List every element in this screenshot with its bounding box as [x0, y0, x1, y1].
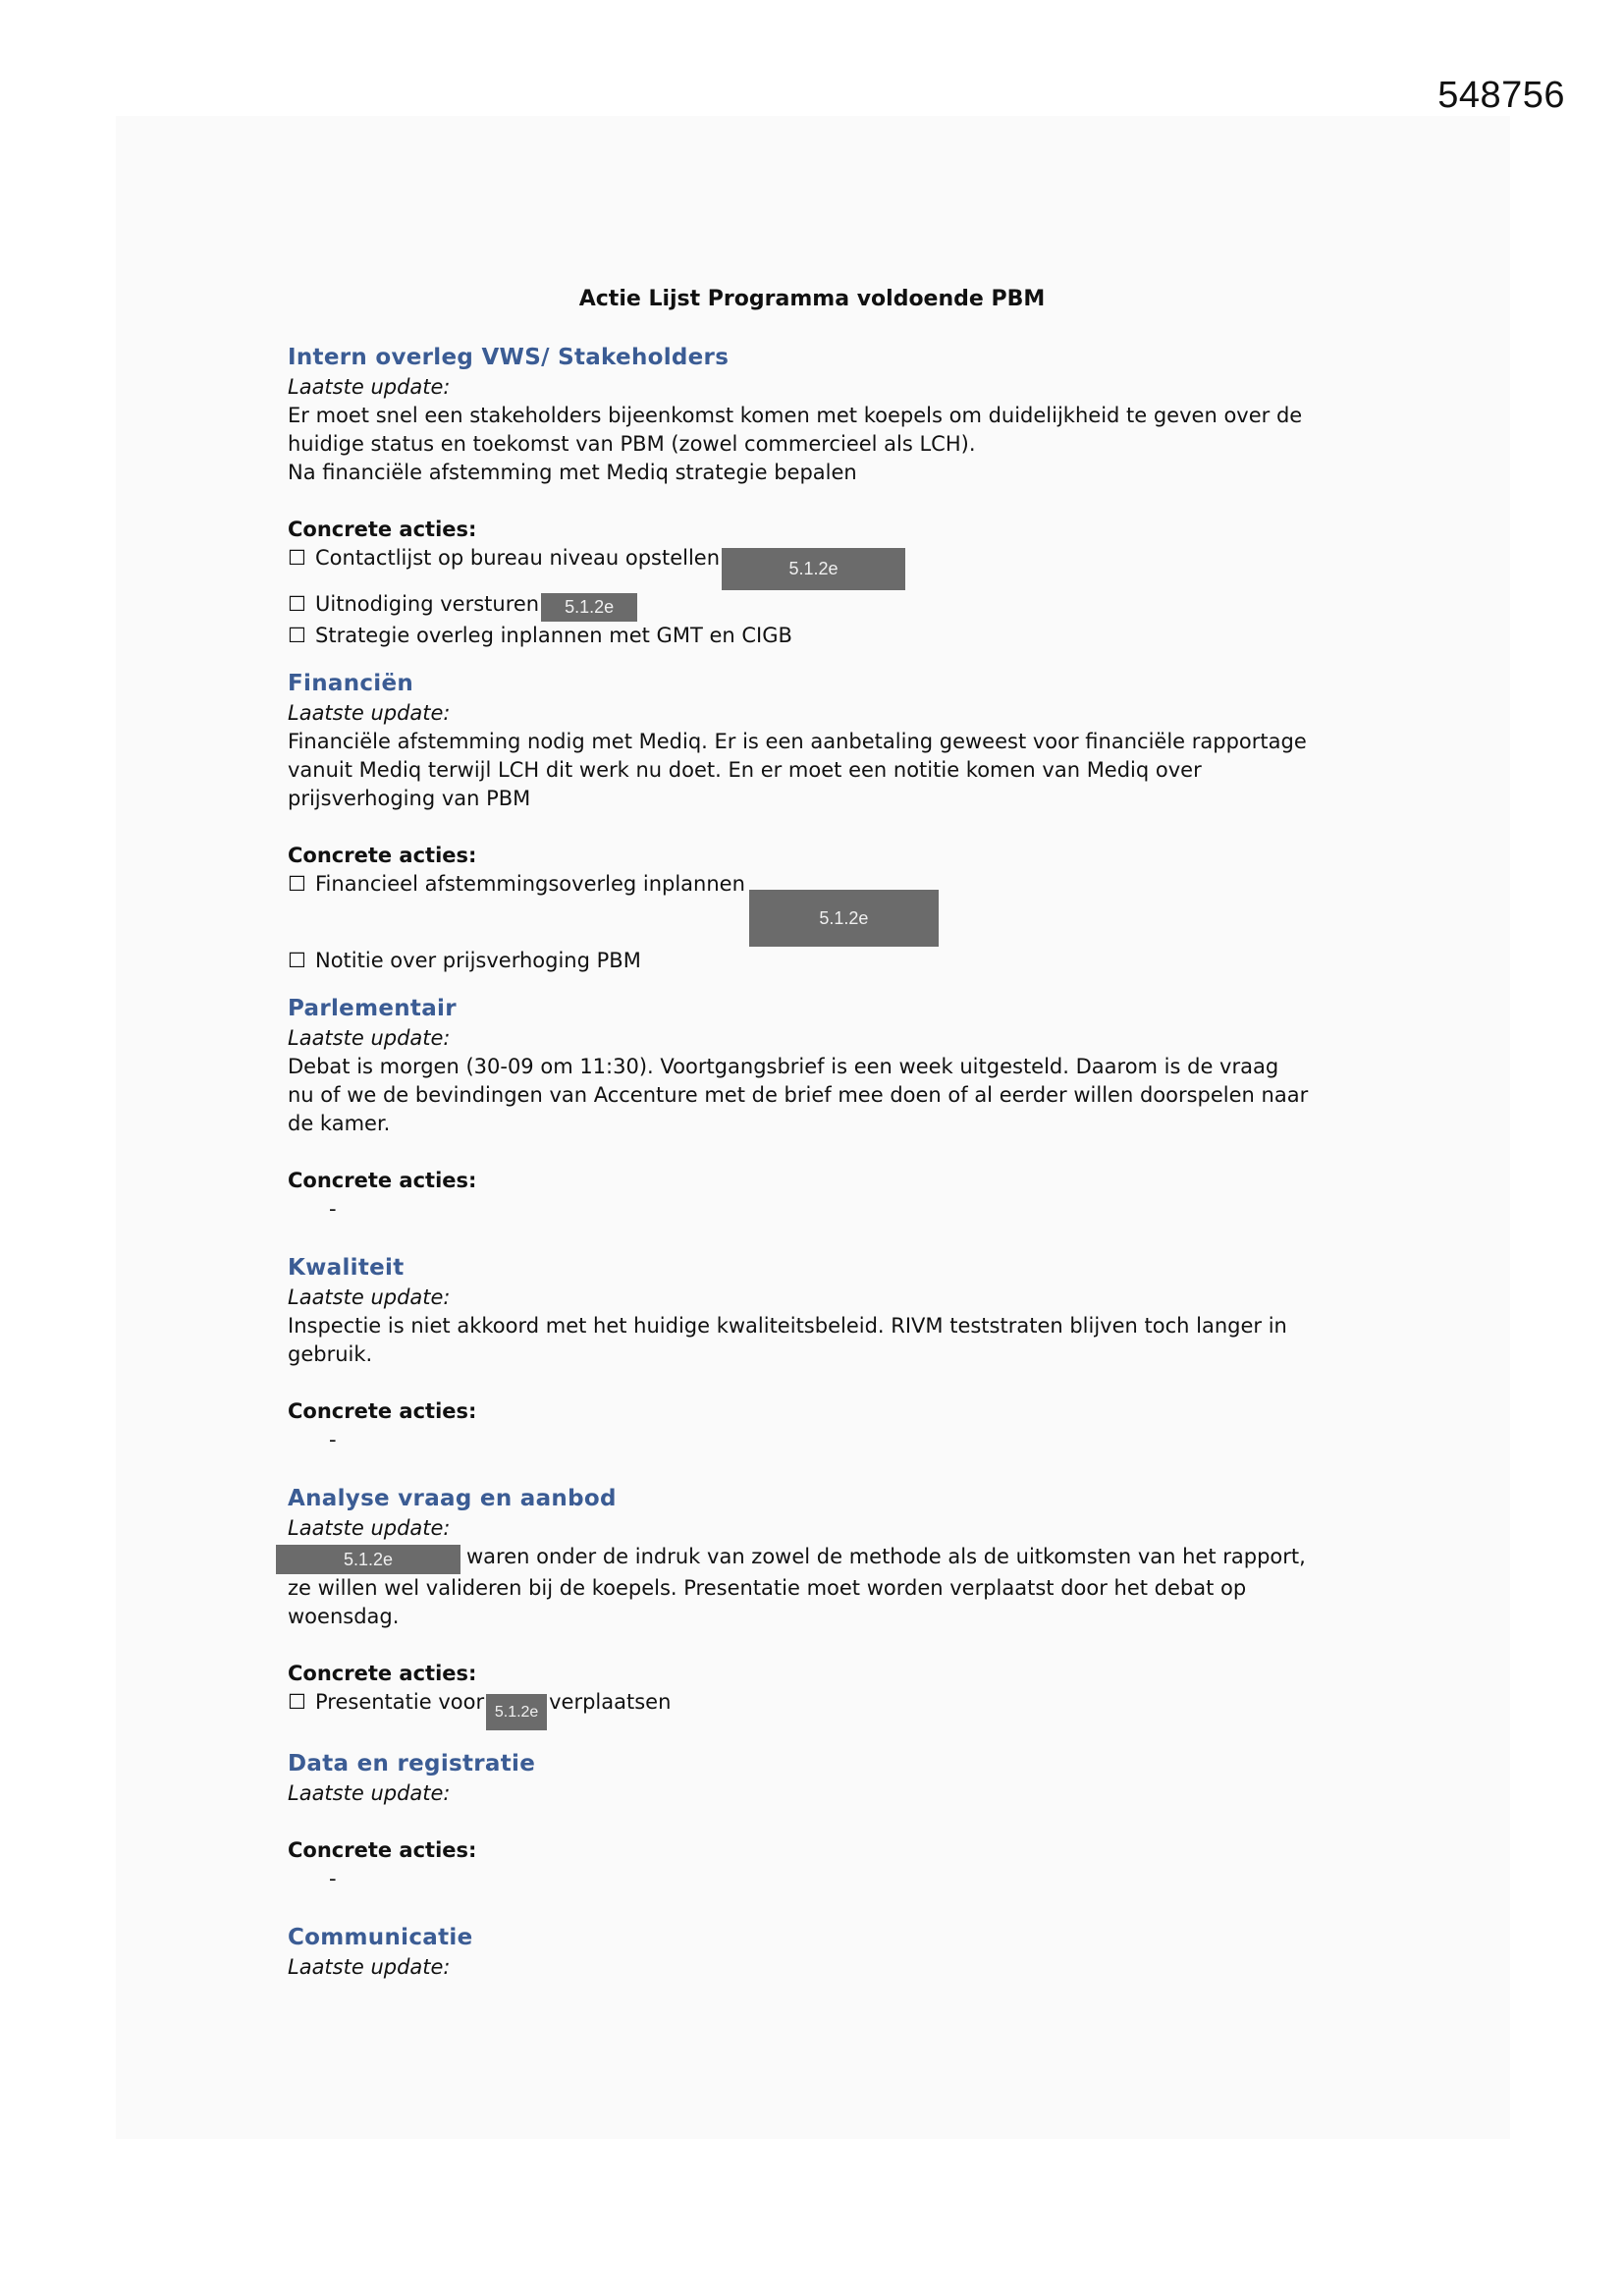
- empty-action-dash: -: [329, 1197, 337, 1221]
- section-communicatie: [288, 1922, 1358, 1982]
- body-line: Inspectie is niet akkoord met het huidige kwaliteitsbeleid. RIVM teststraten blijven toch langer in: [288, 1314, 1287, 1338]
- document-title: Actie Lijst Programma voldoende PBM: [578, 287, 1046, 311]
- action-text: Uitnodiging versturen: [315, 592, 540, 616]
- last-update-label: Laatste update:: [288, 375, 451, 399]
- last-update-label: Laatste update:: [288, 1285, 451, 1309]
- last-update-label: Laatste update:: [288, 1955, 451, 1979]
- section-heading: Analyse vraag en aanbod: [288, 1486, 617, 1511]
- body-line: woensdag.: [288, 1605, 400, 1628]
- redaction-block: 5.1.2e: [276, 1545, 460, 1574]
- body-line: prijsverhoging van PBM: [288, 787, 531, 810]
- concrete-actions-heading: Concrete acties:: [288, 1169, 477, 1192]
- redaction-block: 5.1.2e: [722, 548, 905, 590]
- section-heading: Financiën: [288, 671, 414, 696]
- section-data-registratie: [288, 1748, 1358, 1893]
- section-analyse-vraag-aanbod: [288, 1483, 1358, 1730]
- last-update-label: Laatste update:: [288, 1516, 451, 1540]
- concrete-actions-heading: Concrete acties:: [288, 518, 477, 541]
- section-heading: Communicatie: [288, 1925, 473, 1950]
- body-line: ze willen wel valideren bij de koepels. Presentatie moet worden verplaatst door het debat op: [288, 1576, 1247, 1600]
- section-financien: [288, 668, 1358, 975]
- action-item: [288, 870, 1358, 947]
- body-line: Na financiële afstemming met Mediq strategie bepalen: [288, 461, 857, 484]
- empty-action-dash: -: [329, 1428, 337, 1451]
- document-number: 548756: [1437, 75, 1565, 116]
- section-parlementair: [288, 993, 1358, 1224]
- checkbox-icon: ☐: [288, 546, 306, 570]
- body-line: huidige status en toekomst van PBM (zowel commercieel als LCH).: [288, 432, 976, 456]
- body-text-fragment: waren onder de indruk van zowel de methode als de uitkomsten van het rapport,: [466, 1545, 1306, 1568]
- action-text: Contactlijst op bureau niveau opstellen: [315, 546, 721, 570]
- action-text: Strategie overleg inplannen met GMT en CIGB: [315, 624, 792, 647]
- action-item: [288, 590, 1358, 622]
- action-item: [288, 622, 1358, 650]
- action-item: [288, 947, 1358, 975]
- body-line: Er moet snel een stakeholders bijeenkomst komen met koepels om duidelijkheid te geven over de: [288, 404, 1303, 427]
- concrete-actions-heading: Concrete acties:: [288, 1399, 477, 1423]
- concrete-actions-heading: Concrete acties:: [288, 844, 477, 867]
- last-update-label: Laatste update:: [288, 1781, 451, 1805]
- section-heading: Kwaliteit: [288, 1255, 405, 1281]
- last-update-label: Laatste update:: [288, 701, 451, 725]
- redaction-block: 5.1.2e: [486, 1694, 547, 1730]
- empty-action-dash: -: [329, 1867, 337, 1890]
- last-update-label: Laatste update:: [288, 1026, 451, 1050]
- action-text: Notitie over prijsverhoging PBM: [315, 949, 641, 972]
- section-heading: Parlementair: [288, 996, 457, 1021]
- section-intern-overleg: [288, 342, 1358, 650]
- concrete-actions-heading: Concrete acties:: [288, 1838, 477, 1862]
- redaction-block: 5.1.2e: [541, 593, 637, 622]
- concrete-actions-heading: Concrete acties:: [288, 1662, 477, 1685]
- action-text: Presentatie voor: [315, 1690, 485, 1714]
- checkbox-icon: ☐: [288, 624, 306, 647]
- redaction-block: 5.1.2e: [749, 890, 939, 947]
- checkbox-icon: ☐: [288, 1690, 306, 1714]
- section-kwaliteit: [288, 1252, 1358, 1454]
- checkbox-icon: ☐: [288, 872, 306, 896]
- body-line: de kamer.: [288, 1112, 391, 1135]
- section-heading: Intern overleg VWS/ Stakeholders: [288, 345, 730, 370]
- checkbox-icon: ☐: [288, 949, 306, 972]
- body-line: gebruik.: [288, 1342, 373, 1366]
- body-line: nu of we de bevindingen van Accenture met de brief mee doen of al eerder willen doorspelen naar: [288, 1083, 1309, 1107]
- body-line: Debat is morgen (30-09 om 11:30). Voortgangsbrief is een week uitgesteld. Daarom is de vraag: [288, 1055, 1279, 1078]
- action-text: verplaatsen: [549, 1690, 672, 1714]
- action-item: [288, 544, 1358, 590]
- document-body: [288, 342, 1358, 1982]
- checkbox-icon: ☐: [288, 592, 306, 616]
- section-heading: Data en registratie: [288, 1751, 536, 1777]
- action-text: Financieel afstemmingsoverleg inplannen: [315, 872, 745, 896]
- action-item: [288, 1688, 1358, 1730]
- body-line: [276, 1543, 1358, 1574]
- body-line: vanuit Mediq terwijl LCH dit werk nu doet. En er moet een notitie komen van Mediq over: [288, 758, 1202, 782]
- body-line: Financiële afstemming nodig met Mediq. Er is een aanbetaling geweest voor financiële rapportage: [288, 730, 1307, 753]
